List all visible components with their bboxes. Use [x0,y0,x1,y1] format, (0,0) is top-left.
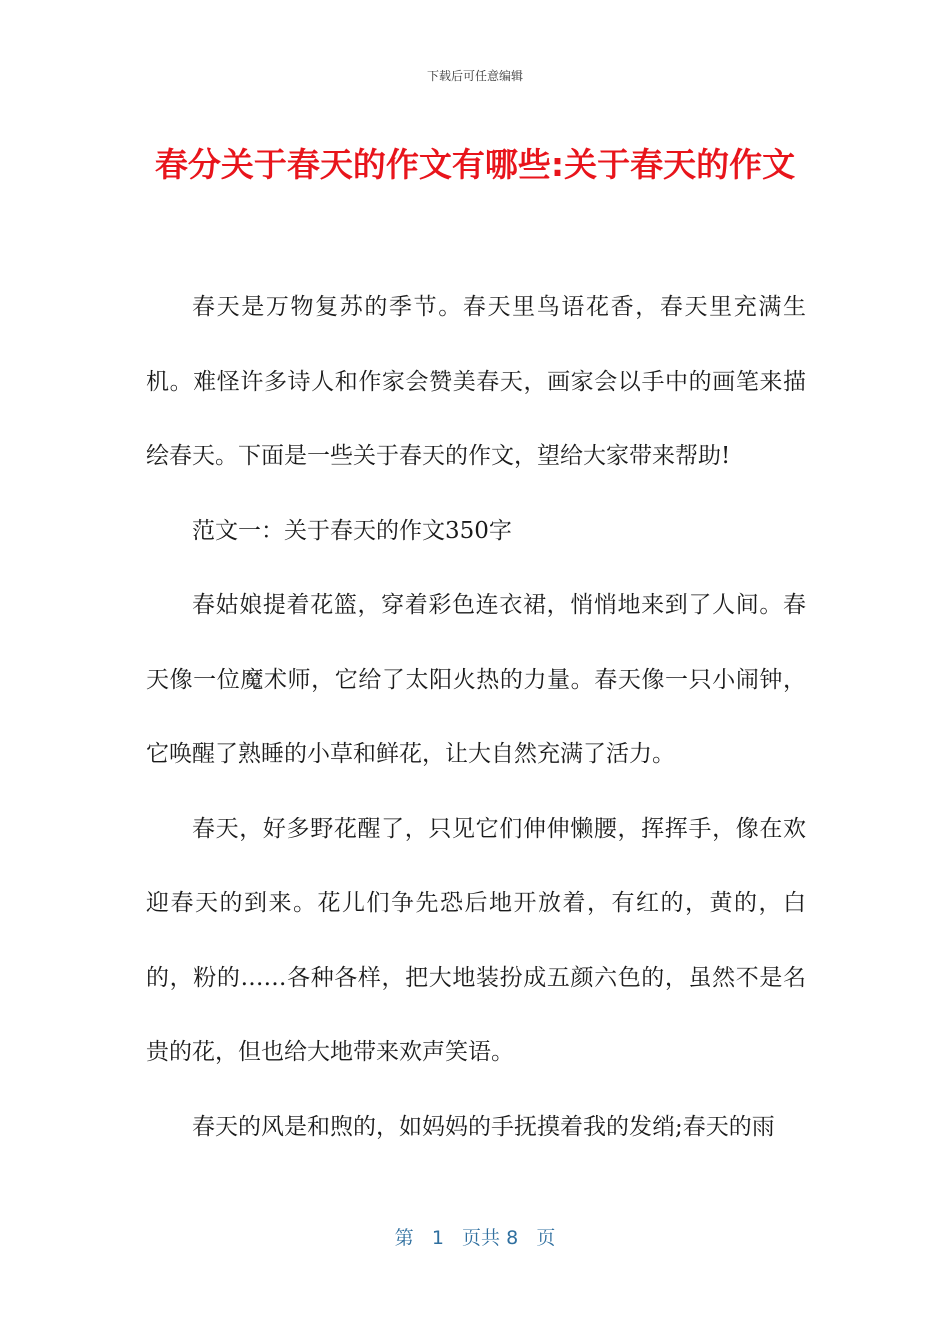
footer-page-suffix: 页 [536,1227,556,1249]
paragraph-intro: 春天是万物复苏的季节。春天里鸟语花香，春天里充满生机。难怪许多诗人和作家会赞美春天，画家会以手中的画笔来描绘春天。下面是一些关于春天的作文，望给大家带来帮助! [146,294,806,469]
document-title: 春分关于春天的作文有哪些:关于春天的作文 [154,145,796,184]
document-body [146,270,806,1164]
footer-current-page: 1 [431,1227,444,1249]
paragraph-sample-heading: 范文一：关于春天的作文350字 [192,517,512,544]
footer-total-pages: 8 [506,1227,519,1249]
page-footer [0,1222,950,1254]
header-note: 下载后可任意编辑 [426,69,523,83]
footer-page-middle: 页共 [462,1227,501,1249]
paragraph-wild-flowers: 春天，好多野花醒了，只见它们伸伸懒腰，挥挥手，像在欢迎春天的到来。花儿们争先恐后地开放着，有红的，黄的，白的，粉的……各种各样，把大地装扮成五颜六色的，虽然不是名贵的花，但也给大地带来欢声笑语。 [146,815,806,1065]
paragraph-spring-wind: 春天的风是和煦的，如妈妈的手抚摸着我的发绡;春天的雨 [192,1113,775,1140]
footer-page-prefix: 第 [394,1227,414,1249]
paragraph-spring-girl: 春姑娘提着花篮，穿着彩色连衣裙，悄悄地来到了人间。春天像一位魔术师，它给了太阳火热的力量。春天像一只小闹钟，它唤醒了熟睡的小草和鲜花，让大自然充满了活力。 [146,592,806,767]
